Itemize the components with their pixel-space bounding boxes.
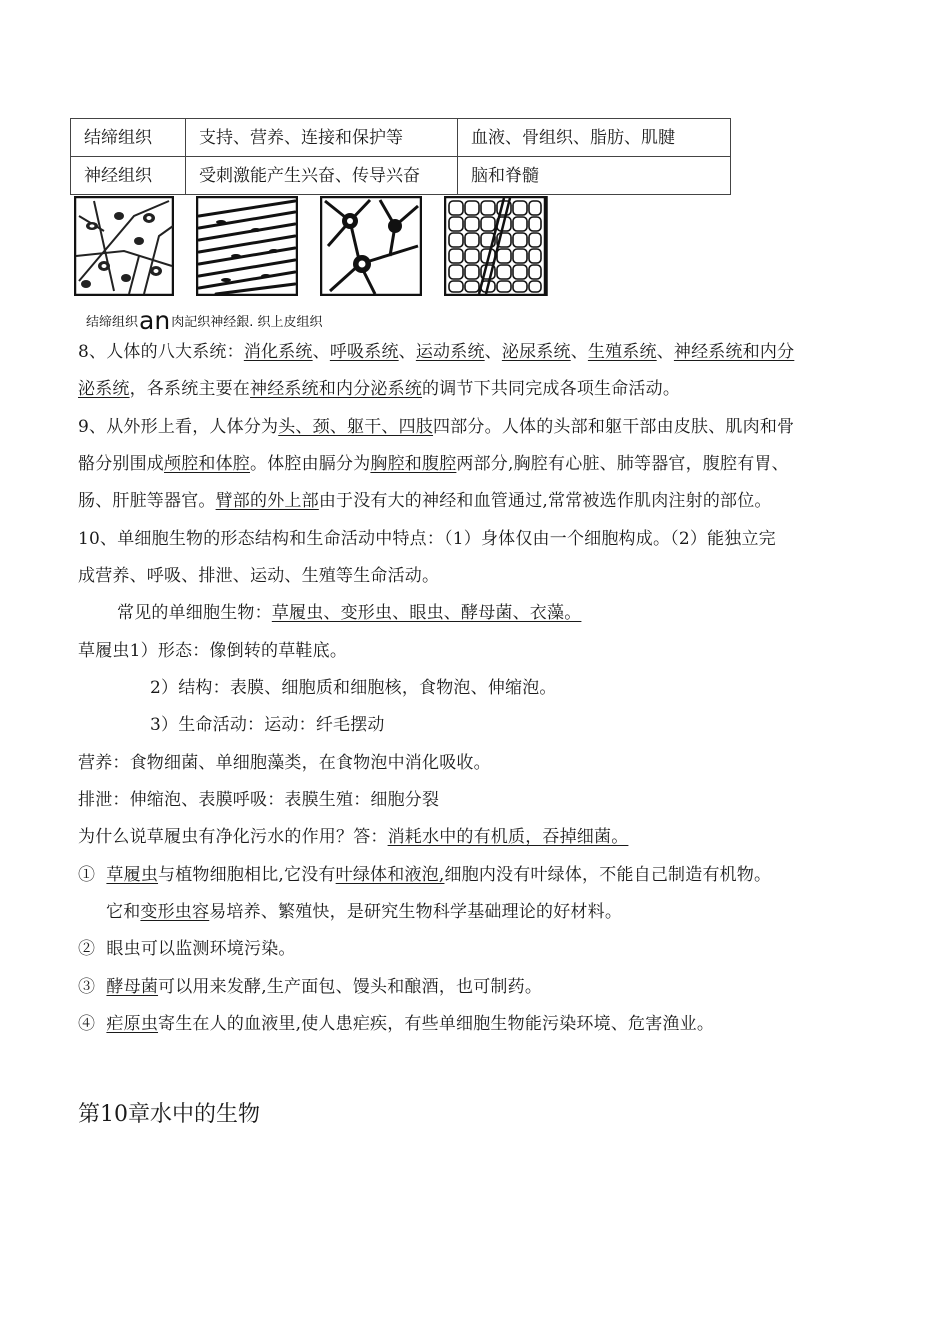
text: 寄生在人的血液里,使人患疟疾，有些单细胞生物能污染环境、危害渔业。 [158,1014,715,1034]
underlined-text: 消耗水中的有机质，吞掉细菌。 [387,827,629,847]
text: 为什么说草履虫有净化污水的作用？答： [78,827,388,847]
text: 9、从外形上看，人体分为 [78,417,279,437]
common-organisms-line [117,601,581,625]
underlined-text: 消化系统 [243,342,313,362]
figure-caption-part: an [139,306,171,335]
tissue-figure [74,196,554,300]
chapter-title: 第10章水中的生物 [78,1102,260,1127]
paramecium-line-2: 2）结构：表膜、细胞质和细胞核，食物泡、伸缩泡。 [150,678,557,698]
underlined-text: 神经系统和内分 [673,342,795,362]
item-number: ② [78,939,96,959]
connective-tissue-image [74,196,174,296]
text: 四部分。人体的头部和躯干部由皮肤、肌肉和骨 [433,417,795,437]
underlined-text: 神经系统和内分泌系统 [250,379,423,399]
tissue-name-cell: 结缔组织 [71,119,186,157]
muscle-tissue-image [196,196,298,296]
item-number: ③ [78,977,96,997]
item-1 [78,863,771,887]
underlined-text: 变形虫容 [140,902,210,922]
underlined-text: 颅腔和体腔 [164,454,250,474]
item-2 [78,937,296,961]
paramecium-line-4: 营养：食物细菌、单细胞藻类，在食物泡中消化吸收。 [78,753,491,773]
text: 它和 [106,902,141,922]
text: 、 [484,342,502,362]
paramecium-line-3: 3）生命活动：运动：纤毛摆动 [150,715,385,735]
tissue-name-cell: 神经组织 [71,157,186,195]
underlined-text: 泌系统 [78,379,130,399]
text: 。体腔由膈分为 [250,454,371,474]
tissue-function-text: 受刺激能产生兴奋、传导兴奋 [199,165,420,186]
tissue-examples-cell: 血液、骨组织、脂肪、肌腱 [458,119,731,157]
underlined-text: 胸腔和腹腔 [370,454,457,474]
text: 、 [656,342,674,362]
underlined-text: 疟原虫 [106,1014,159,1034]
underlined-text: 草履虫 [106,865,159,885]
text: 易培养、繁殖快，是研究生物科学基础理论的好材料。 [209,902,623,922]
item-3 [78,975,542,999]
text: 8、人体的八大系统： [78,342,244,362]
item-4 [78,1012,714,1036]
nerve-tissue-image [320,196,422,296]
table-row [71,157,731,195]
paragraph-8-line-2 [78,377,680,401]
text: 两部分,胸腔有心脏、肺等器官，腹腔有胃、 [456,454,789,474]
text: 由于没有大的神经和血管通过,常常被选作肌肉注射的部位。 [318,491,772,511]
text: 常见的单细胞生物： [117,603,272,623]
item-1-continued [106,900,622,924]
paragraph-9-line-3 [78,489,772,513]
text: 眼虫可以监测环境污染。 [106,939,296,959]
paramecium-question [78,825,628,849]
paragraph-10-line-1: 10、单细胞生物的形态结构和生命活动中特点：（1）身体仅由一个细胞构成。（2）能独立完 [78,529,776,549]
underlined-text: 叶绿体和液泡, [335,865,445,885]
tissue-examples-cell: 脑和脊髓 [458,157,731,195]
text: 、 [312,342,330,362]
underlined-text: 泌尿系统 [501,342,571,362]
text: 细胞内没有叶绿体，不能自己制造有机物。 [444,865,772,885]
paragraph-9-line-1 [78,415,794,439]
paramecium-line-5: 排泄：伸缩泡、表膜呼吸：表膜生殖：细胞分裂 [78,790,440,810]
figure-caption-part: 结缔组织 [86,315,139,330]
text: 可以用来发酵,生产面包、馒头和酿酒，也可制药。 [158,977,543,997]
paramecium-line-1: 草履虫1）形态：像倒转的草鞋底。 [78,641,348,661]
underlined-text: 草履虫、变形虫、眼虫、酵母菌、衣藻。 [271,603,582,623]
underlined-text: 生殖系统 [587,342,657,362]
figure-caption-part: 肉記织神经銀. 织上皮组织 [171,315,323,330]
tissue-function-cell [186,157,458,195]
text: 、 [570,342,588,362]
item-number: ④ [78,1014,96,1034]
paragraph-9-line-2 [78,452,789,476]
underlined-text: 运动系统 [415,342,485,362]
figure-caption [86,306,322,335]
text: 骼分别围成 [78,454,164,474]
paragraph-8-line-1 [78,340,794,364]
table-row [71,119,731,157]
tissue-function-cell: 支持、营养、连接和保护等 [186,119,458,157]
underlined-text: 呼吸系统 [329,342,399,362]
underlined-text: 头、颈、躯干、四肢 [278,417,434,437]
tissue-table [70,118,731,195]
text: ，各系统主要在 [129,379,251,399]
text: 与植物细胞相比,它没有 [158,865,336,885]
epithelial-tissue-image [444,196,548,296]
text: 、 [398,342,416,362]
underlined-text: 臂部的外上部 [215,491,319,511]
underlined-text: 酵母菌 [106,977,159,997]
paragraph-10-line-2: 成营养、呼吸、排泄、运动、生殖等生命活动。 [78,566,440,586]
item-number: ① [78,865,96,885]
text: 的调节下共同完成各项生命活动。 [422,379,681,399]
text: 肠、肝脏等器官。 [78,491,216,511]
